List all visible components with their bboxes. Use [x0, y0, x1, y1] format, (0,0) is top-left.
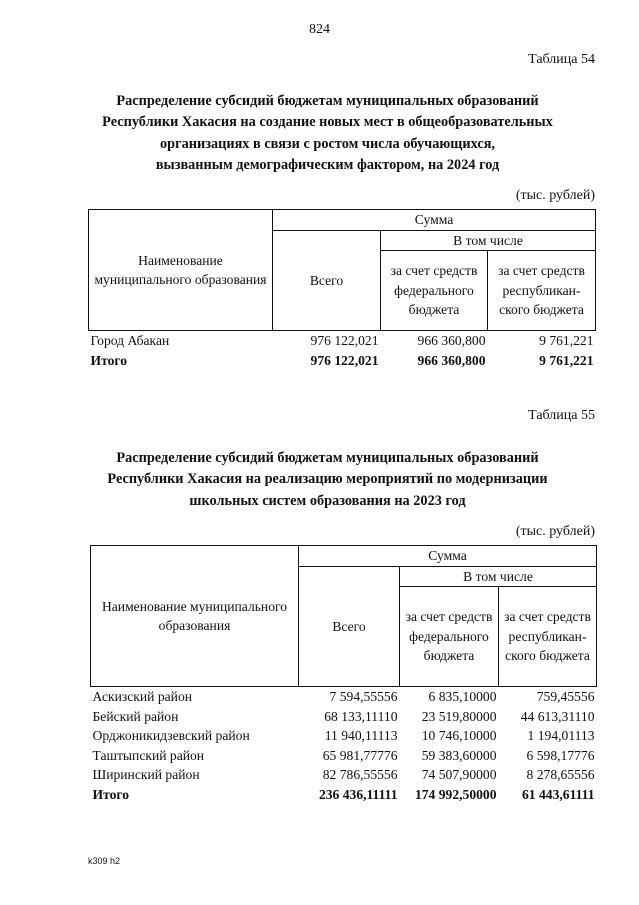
header-federal: за счет средств федерального бюджета — [400, 587, 499, 687]
title-line: Республики Хакасия на создание новых мест в общеобразовательных — [102, 114, 553, 131]
header-republican: за счет средств республикан-ского бюджета — [488, 251, 596, 331]
cell-federal: 174 992,50000 — [414, 786, 497, 802]
header-total: Всего — [273, 230, 381, 331]
cell-total: 82 786,55556 — [322, 767, 398, 782]
table-55-title — [60, 448, 595, 512]
total-row — [89, 351, 596, 371]
title-line: Республики Хакасия на реализацию мероприятий по модернизации — [107, 471, 548, 488]
header-sum: Сумма — [299, 546, 597, 567]
table-row — [91, 746, 597, 766]
header-republican: за счет средств республикан-ского бюджета — [499, 587, 597, 687]
table-54-label: Таблица 54 — [528, 52, 595, 67]
cell-name: Орджоникидзевский район — [92, 728, 250, 743]
table-55-label: Таблица 55 — [528, 408, 595, 423]
cell-total: 7 594,55556 — [329, 689, 398, 704]
table-row — [91, 765, 597, 785]
cell-federal: 23 519,80000 — [421, 708, 497, 724]
cell-republican: 8 278,65556 — [526, 767, 595, 782]
footer-code: k309 h2 — [88, 856, 121, 866]
cell-republican: 1 194,01113 — [527, 728, 595, 743]
table-row — [89, 331, 596, 351]
header-name: Наименование муниципального образования — [89, 210, 273, 331]
cell-federal: 6 835,10000 — [428, 689, 497, 704]
cell-republican: 9 761,221 — [539, 333, 594, 348]
cell-total: 236 436,11111 — [318, 786, 398, 802]
table-55 — [90, 545, 597, 804]
total-row — [91, 785, 597, 805]
cell-name: Бейский район — [92, 708, 179, 724]
table-54-units: (тыс. рублей) — [515, 188, 595, 203]
cell-federal: 59 383,60000 — [421, 747, 497, 763]
cell-name: Итого — [90, 352, 127, 368]
cell-name: Город Абакан — [90, 333, 170, 348]
cell-republican: 61 443,61111 — [522, 786, 595, 802]
header-sum: Сумма — [273, 210, 596, 231]
cell-total: 11 940,11113 — [324, 728, 398, 743]
header-including: В том числе — [400, 566, 597, 587]
title-line: Распределение субсидий бюджетам муниципальных образований — [116, 93, 539, 109]
cell-federal: 966 360,800 — [417, 333, 486, 348]
cell-name: Итого — [92, 786, 129, 802]
title-line: организациях в связи с ростом числа обучающихся, — [159, 135, 496, 152]
table-row — [91, 726, 597, 746]
table-55-units: (тыс. рублей) — [515, 524, 595, 539]
cell-republican: 9 761,221 — [539, 352, 594, 368]
cell-total: 68 133,11110 — [324, 708, 398, 724]
cell-name: Аскизский район — [92, 689, 193, 704]
cell-name: Таштыпский район — [92, 747, 205, 763]
header-including: В том числе — [381, 230, 596, 251]
table-54 — [88, 209, 596, 370]
cell-republican: 759,45556 — [536, 689, 595, 704]
table-row — [91, 687, 597, 707]
header-name: Наименование муниципального образования — [91, 546, 299, 687]
table-row — [91, 707, 597, 727]
title-line: вызванным демографическим фактором, на 2024 год — [155, 156, 500, 173]
cell-republican: 6 598,17776 — [526, 747, 595, 763]
header-total: Всего — [299, 566, 400, 687]
cell-total: 976 122,021 — [310, 352, 379, 368]
cell-federal: 966 360,800 — [417, 352, 486, 368]
cell-name: Ширинский район — [92, 767, 200, 782]
cell-federal: 10 746,10000 — [421, 728, 497, 743]
table-54-title — [60, 91, 595, 176]
title-line: школьных систем образования на 2023 год — [189, 492, 466, 509]
title-line: Распределение субсидий бюджетам муниципальных образований — [116, 450, 539, 466]
page-number: 824 — [309, 22, 330, 37]
cell-total: 976 122,021 — [310, 333, 379, 348]
cell-federal: 74 507,90000 — [421, 767, 497, 782]
header-federal: за счет средств федерального бюджета — [381, 251, 488, 331]
cell-republican: 44 613,31110 — [520, 708, 595, 724]
cell-total: 65 981,77776 — [322, 747, 398, 763]
